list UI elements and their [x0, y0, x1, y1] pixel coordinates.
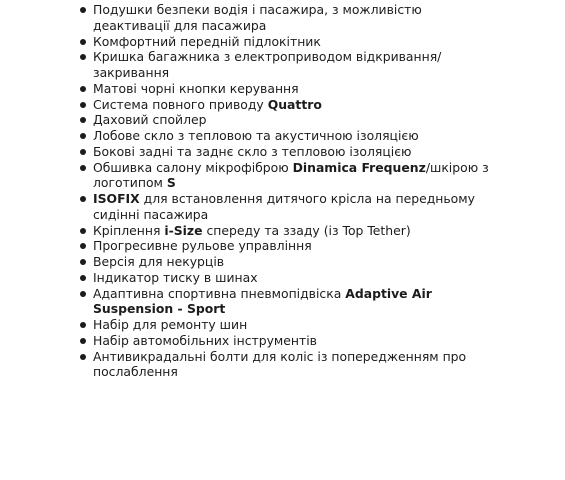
feature-text-part: Кріплення	[93, 222, 165, 238]
feature-text	[93, 2, 422, 33]
bullet-icon	[80, 39, 86, 45]
feature-text-part: Матові чорні кнопки керування	[93, 80, 299, 96]
feature-text	[93, 317, 247, 332]
bullet-icon	[80, 7, 86, 13]
feature-text	[93, 223, 411, 238]
bullet-icon	[80, 54, 86, 60]
feature-text-bold: ISOFIX	[93, 191, 140, 206]
bullet-icon	[80, 338, 86, 344]
feature-text-bold: S	[166, 175, 176, 191]
list-item	[0, 238, 565, 254]
feature-text-part: спереду та ззаду (із Top Tether)	[202, 222, 411, 238]
list-item	[0, 97, 565, 113]
list-item	[0, 286, 565, 318]
bullet-icon	[80, 259, 86, 265]
bullet-icon	[80, 291, 86, 297]
feature-list	[0, 2, 565, 380]
list-item	[0, 81, 565, 97]
feature-text	[93, 238, 312, 253]
bullet-icon	[80, 243, 86, 249]
list-item	[0, 254, 565, 270]
list-item	[0, 112, 565, 128]
feature-text	[93, 254, 224, 269]
feature-text-part: Прогресивне рульове управління	[93, 238, 312, 254]
list-item	[0, 144, 565, 160]
list-item	[0, 2, 565, 34]
list-item	[0, 317, 565, 333]
bullet-icon	[80, 165, 86, 171]
feature-text	[93, 112, 207, 127]
list-item	[0, 333, 565, 349]
feature-text	[93, 34, 321, 49]
list-item	[0, 191, 565, 223]
feature-text-part: /шкірою з логотипом	[93, 159, 489, 191]
feature-text	[93, 160, 489, 191]
list-item	[0, 349, 565, 381]
feature-text-bold: Quattro	[267, 96, 322, 112]
bullet-icon	[80, 354, 86, 360]
list-item	[0, 160, 565, 192]
bullet-icon	[80, 275, 86, 281]
feature-text	[93, 286, 432, 317]
feature-text-part: для встановлення дитячого крісла на передньому сидінні пасажира	[93, 191, 475, 222]
feature-text-part: Даховий спойлер	[93, 112, 207, 128]
feature-text	[93, 128, 419, 143]
feature-text	[93, 349, 466, 380]
feature-text-part: Кришка багажника з електроприводом відкривання/закривання	[93, 49, 442, 80]
feature-text	[93, 81, 299, 96]
list-item	[0, 270, 565, 286]
list-item	[0, 223, 565, 239]
feature-text-part: Набір для ремонту шин	[93, 317, 248, 332]
feature-text	[93, 333, 317, 348]
bullet-icon	[80, 228, 86, 234]
feature-text-bold: i-Size	[164, 222, 203, 238]
feature-text-part: Подушки безпеки водія і пасажира, з можливістю деактивації для пасажира	[93, 2, 422, 33]
feature-text-bold: Dinamica Frequenz	[292, 159, 426, 175]
feature-text	[93, 144, 411, 159]
bullet-icon	[80, 86, 86, 92]
bullet-icon	[80, 196, 86, 202]
feature-text-part: Версія для некурців	[93, 254, 225, 269]
feature-text-part: Набір автомобільних інструментів	[93, 332, 317, 348]
list-item	[0, 34, 565, 50]
list-item	[0, 49, 565, 81]
feature-text	[93, 191, 475, 222]
list-item	[0, 128, 565, 144]
feature-text-part: Індикатор тиску в шинах	[93, 269, 258, 285]
feature-text	[93, 270, 258, 285]
bullet-icon	[80, 102, 86, 108]
bullet-icon	[80, 322, 86, 328]
feature-text-part: Адаптивна спортивна пневмопідвіска	[93, 285, 346, 301]
feature-text-bold: Adaptive Air Suspension - Sport	[93, 285, 432, 317]
feature-text-part: Бокові задні та заднє скло з тепловою ізоляцією	[93, 143, 412, 159]
feature-text-part: Комфортний передній підлокітник	[93, 33, 321, 49]
feature-text	[93, 49, 441, 80]
feature-text-part: Антивикрадальні болти для коліс із попередженням про послаблення	[93, 348, 467, 380]
bullet-icon	[80, 149, 86, 155]
feature-text-part: Обшивка салону мікрофіброю	[93, 159, 293, 175]
feature-text-part: Система повного приводу	[93, 96, 268, 112]
feature-text-part: Лобове скло з тепловою та акустичною ізоляцією	[93, 128, 419, 143]
feature-text	[93, 97, 322, 112]
bullet-icon	[80, 117, 86, 123]
bullet-icon	[80, 133, 86, 139]
